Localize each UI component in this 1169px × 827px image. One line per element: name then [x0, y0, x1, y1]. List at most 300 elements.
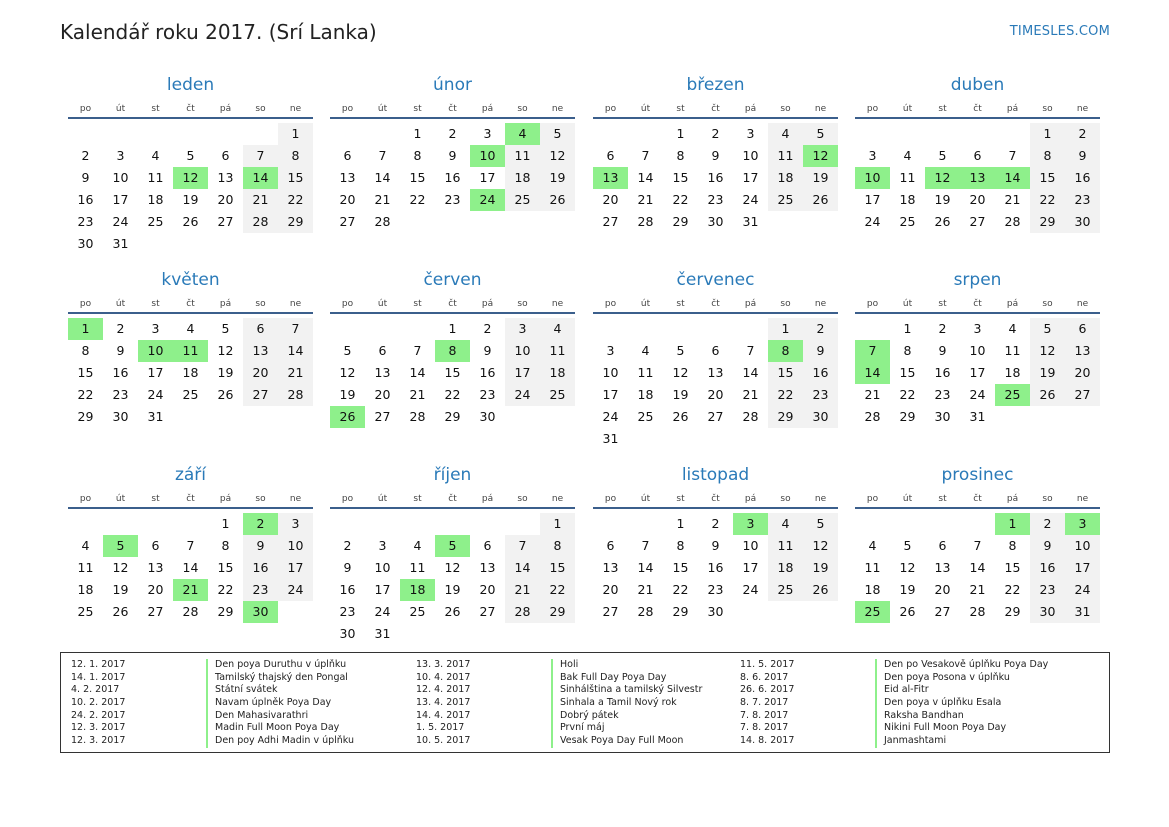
site-link[interactable]: TIMESLES.COM: [1009, 24, 1110, 39]
day-cell: 12: [339, 365, 356, 380]
day-cell: 31: [112, 236, 129, 251]
holiday-day-cell: 5: [435, 535, 470, 557]
legend-row: [71, 710, 401, 723]
holiday-day-cell: 25: [855, 601, 890, 623]
holiday-date: 24. 2. 2017: [71, 709, 126, 721]
holiday-date: 1. 5. 2017: [416, 722, 465, 734]
legend-row: [740, 735, 1070, 748]
day-cell: 22: [672, 582, 689, 597]
weekday-label: po: [341, 494, 354, 504]
day-cell: 20: [969, 192, 986, 207]
day-cell: 24: [374, 604, 391, 619]
day-cell: 12: [803, 535, 838, 557]
day-cell: 5: [540, 123, 575, 145]
day-cell: 17: [742, 170, 759, 185]
weekday-label: čt: [448, 299, 457, 309]
day-cell: 4: [1008, 321, 1017, 336]
days-grid: [68, 509, 313, 641]
holiday-day-cell: 4: [505, 123, 540, 145]
day-cell: 6: [151, 538, 160, 553]
holiday-date: 8. 6. 2017: [740, 671, 789, 683]
month-name: duben: [950, 75, 1005, 95]
holiday-name: Vesak Poya Day Full Moon: [551, 735, 683, 748]
holiday-day-cell: 1: [68, 318, 103, 340]
day-cell: 2: [483, 321, 492, 336]
day-cell: 31: [1065, 601, 1100, 623]
day-cell: 27: [217, 214, 234, 229]
legend-column: [416, 659, 746, 748]
day-cell: 16: [243, 557, 278, 579]
day-cell: 25: [505, 189, 540, 211]
day-cell: 3: [606, 343, 615, 358]
day-cell: 16: [77, 192, 94, 207]
holiday-day-cell: 10: [470, 145, 505, 167]
day-cell: 15: [899, 365, 916, 380]
weekday-label: pá: [219, 104, 232, 114]
weekday-label: pá: [219, 494, 232, 504]
weekday-label: út: [640, 104, 651, 114]
day-cell: 14: [742, 365, 759, 380]
day-cell: 9: [343, 560, 352, 575]
weekday-header: [855, 294, 1100, 314]
day-cell: 18: [637, 387, 654, 402]
day-cell: 11: [77, 560, 94, 575]
day-cell: 4: [413, 538, 422, 553]
day-cell: 20: [707, 387, 724, 402]
day-cell: 1: [278, 123, 313, 145]
holiday-date: 14. 8. 2017: [740, 735, 795, 747]
day-cell: 25: [182, 387, 199, 402]
day-cell: 29: [77, 409, 94, 424]
day-cell: 8: [81, 343, 90, 358]
day-cell: 18: [77, 582, 94, 597]
weekday-label: so: [517, 104, 528, 114]
day-cell: 2: [711, 126, 720, 141]
weekday-label: po: [341, 104, 354, 114]
day-cell: 30: [112, 409, 129, 424]
day-cell: 11: [540, 340, 575, 362]
weekday-label: po: [604, 494, 617, 504]
day-cell: 28: [409, 409, 426, 424]
weekday-header: [330, 294, 575, 314]
day-cell: 24: [112, 214, 129, 229]
day-cell: 23: [1030, 579, 1065, 601]
day-cell: 2: [448, 126, 457, 141]
day-cell: 25: [409, 604, 426, 619]
day-cell: 22: [217, 582, 234, 597]
day-cell: 20: [339, 192, 356, 207]
day-cell: 6: [711, 343, 720, 358]
day-cell: 20: [217, 192, 234, 207]
month-srpen: [855, 267, 1100, 446]
day-cell: 22: [540, 579, 575, 601]
weekday-label: st: [151, 299, 160, 309]
day-cell: 12: [899, 560, 916, 575]
holiday-name: Sinhálština a tamilský Silvestr: [551, 684, 702, 697]
day-cell: 31: [602, 431, 619, 446]
holiday-date: 26. 6. 2017: [740, 684, 795, 696]
weekday-label: út: [902, 104, 913, 114]
holiday-day-cell: 12: [803, 145, 838, 167]
days-grid: [855, 119, 1100, 251]
weekday-label: pá: [481, 104, 494, 114]
day-cell: 3: [868, 148, 877, 163]
day-cell: 15: [672, 170, 689, 185]
day-cell: 5: [803, 123, 838, 145]
weekday-label: so: [780, 299, 791, 309]
legend-row: [71, 697, 401, 710]
day-cell: 2: [938, 321, 947, 336]
day-cell: 5: [938, 148, 947, 163]
day-cell: 15: [217, 560, 234, 575]
holiday-day-cell: 3: [733, 513, 768, 535]
day-cell: 1: [413, 126, 422, 141]
day-cell: 7: [413, 343, 422, 358]
holiday-name: Dobrý pátek: [551, 710, 619, 723]
day-cell: 29: [217, 604, 234, 619]
month-listopad: [593, 462, 838, 641]
holiday-day-cell: 11: [173, 340, 208, 362]
month-únor: [330, 72, 575, 251]
weekday-label: ne: [289, 299, 302, 309]
holiday-day-cell: 30: [243, 601, 278, 623]
legend-row: [71, 659, 401, 672]
month-červenec: [593, 267, 838, 446]
day-cell: 2: [711, 516, 720, 531]
day-cell: 28: [278, 384, 313, 406]
day-cell: 11: [147, 170, 164, 185]
day-cell: 7: [641, 148, 650, 163]
day-cell: 24: [742, 582, 759, 597]
weekday-label: ne: [289, 494, 302, 504]
day-cell: 9: [116, 343, 125, 358]
legend-column: [71, 659, 401, 748]
month-name: září: [174, 465, 207, 485]
day-cell: 30: [339, 626, 356, 641]
weekday-label: st: [938, 299, 947, 309]
day-cell: 13: [147, 560, 164, 575]
day-cell: 6: [221, 148, 230, 163]
weekday-label: pá: [1006, 104, 1019, 114]
day-cell: 28: [1004, 214, 1021, 229]
day-cell: 8: [676, 148, 685, 163]
day-cell: 8: [1008, 538, 1017, 553]
day-cell: 2: [81, 148, 90, 163]
days-grid: [68, 119, 313, 251]
weekday-label: čt: [711, 494, 720, 504]
day-cell: 4: [151, 148, 160, 163]
weekday-label: po: [79, 299, 92, 309]
weekday-label: čt: [973, 104, 982, 114]
legend-row: [740, 697, 1070, 710]
days-grid: [593, 314, 838, 446]
weekday-label: so: [255, 299, 266, 309]
day-cell: 9: [803, 340, 838, 362]
day-cell: 29: [1004, 604, 1021, 619]
day-cell: 20: [934, 582, 951, 597]
day-cell: 5: [903, 538, 912, 553]
days-grid: [593, 119, 838, 251]
day-cell: 15: [77, 365, 94, 380]
day-cell: 22: [1030, 189, 1065, 211]
holiday-name: Den Mahasivarathri: [206, 710, 308, 723]
day-cell: 15: [278, 167, 313, 189]
weekday-label: st: [938, 494, 947, 504]
weekday-label: čt: [973, 494, 982, 504]
day-cell: 9: [81, 170, 90, 185]
holiday-date: 14. 1. 2017: [71, 671, 126, 683]
day-cell: 7: [243, 145, 278, 167]
day-cell: 18: [540, 362, 575, 384]
day-cell: 18: [768, 557, 803, 579]
weekday-label: so: [255, 494, 266, 504]
day-cell: 7: [973, 538, 982, 553]
day-cell: 10: [602, 365, 619, 380]
day-cell: 27: [969, 214, 986, 229]
month-name: leden: [166, 75, 215, 95]
day-cell: 25: [768, 189, 803, 211]
day-cell: 27: [707, 409, 724, 424]
day-cell: 17: [147, 365, 164, 380]
page-title: Kalendář roku 2017. (Srí Lanka): [60, 20, 377, 44]
weekday-label: po: [604, 299, 617, 309]
day-cell: 2: [803, 318, 838, 340]
weekday-label: pá: [744, 494, 757, 504]
holiday-day-cell: 12: [173, 167, 208, 189]
day-cell: 27: [243, 384, 278, 406]
holiday-day-cell: 10: [138, 340, 173, 362]
weekday-label: ne: [814, 494, 827, 504]
day-cell: 10: [278, 535, 313, 557]
weekday-label: ne: [289, 104, 302, 114]
day-cell: 19: [540, 167, 575, 189]
day-cell: 20: [147, 582, 164, 597]
weekday-label: út: [115, 494, 126, 504]
day-cell: 16: [1065, 167, 1100, 189]
day-cell: 12: [540, 145, 575, 167]
day-cell: 8: [1030, 145, 1065, 167]
weekday-label: so: [517, 299, 528, 309]
day-cell: 13: [339, 170, 356, 185]
day-cell: 6: [343, 148, 352, 163]
legend-row: [416, 697, 746, 710]
day-cell: 26: [1030, 384, 1065, 406]
day-cell: 9: [1065, 145, 1100, 167]
day-cell: 24: [864, 214, 881, 229]
day-cell: 1: [448, 321, 457, 336]
day-cell: 3: [483, 126, 492, 141]
day-cell: 21: [969, 582, 986, 597]
day-cell: 24: [742, 192, 759, 207]
day-cell: 8: [540, 535, 575, 557]
holiday-name: Raksha Bandhan: [875, 710, 964, 723]
day-cell: 25: [899, 214, 916, 229]
holiday-day-cell: 24: [470, 189, 505, 211]
day-cell: 12: [112, 560, 129, 575]
holiday-name: Janmashtami: [875, 735, 946, 748]
days-grid: [330, 119, 575, 251]
holiday-day-cell: 21: [173, 579, 208, 601]
legend-row: [416, 672, 746, 685]
day-cell: 28: [505, 601, 540, 623]
weekday-label: út: [377, 494, 388, 504]
legend-row: [416, 659, 746, 672]
day-cell: 27: [339, 214, 356, 229]
day-cell: 27: [602, 214, 619, 229]
holiday-date: 8. 7. 2017: [740, 697, 789, 709]
day-cell: 20: [1065, 362, 1100, 384]
month-září: [68, 462, 313, 641]
day-cell: 10: [1065, 535, 1100, 557]
day-cell: 17: [278, 557, 313, 579]
day-cell: 21: [278, 362, 313, 384]
day-cell: 31: [374, 626, 391, 641]
day-cell: 16: [1030, 557, 1065, 579]
day-cell: 11: [864, 560, 881, 575]
weekday-label: čt: [186, 494, 195, 504]
holiday-name: Sinhala a Tamil Nový rok: [551, 697, 677, 710]
day-cell: 21: [409, 387, 426, 402]
day-cell: 13: [602, 560, 619, 575]
weekday-label: po: [866, 299, 879, 309]
day-cell: 8: [676, 538, 685, 553]
legend-row: [71, 672, 401, 685]
weekday-label: st: [413, 104, 422, 114]
day-cell: 9: [483, 343, 492, 358]
legend-row: [71, 684, 401, 697]
days-grid: [330, 509, 575, 641]
day-cell: 14: [505, 557, 540, 579]
day-cell: 28: [243, 211, 278, 233]
day-cell: 18: [864, 582, 881, 597]
weekday-label: st: [151, 494, 160, 504]
day-cell: 16: [803, 362, 838, 384]
day-cell: 23: [339, 604, 356, 619]
weekday-label: pá: [744, 104, 757, 114]
day-cell: 1: [221, 516, 230, 531]
day-cell: 5: [676, 343, 685, 358]
day-cell: 11: [637, 365, 654, 380]
day-cell: 7: [186, 538, 195, 553]
legend-row: [416, 684, 746, 697]
day-cell: 26: [444, 604, 461, 619]
day-cell: 3: [151, 321, 160, 336]
day-cell: 23: [444, 192, 461, 207]
day-cell: 15: [540, 557, 575, 579]
day-cell: 14: [374, 170, 391, 185]
legend-row: [416, 735, 746, 748]
day-cell: 24: [505, 384, 540, 406]
weekday-label: st: [413, 299, 422, 309]
weekday-label: ne: [1076, 494, 1089, 504]
legend-row: [416, 710, 746, 723]
month-name: březen: [686, 75, 745, 95]
holiday-date: 12. 3. 2017: [71, 735, 126, 747]
day-cell: 5: [1030, 318, 1065, 340]
day-cell: 4: [540, 318, 575, 340]
day-cell: 5: [221, 321, 230, 336]
holiday-date: 13. 3. 2017: [416, 659, 471, 670]
day-cell: 21: [505, 579, 540, 601]
day-cell: 5: [186, 148, 195, 163]
day-cell: 28: [742, 409, 759, 424]
holiday-day-cell: 8: [435, 340, 470, 362]
holiday-name: Nikini Full Moon Poya Day: [875, 722, 1006, 735]
day-cell: 21: [374, 192, 391, 207]
holiday-date: 7. 8. 2017: [740, 722, 789, 734]
weekday-label: čt: [973, 299, 982, 309]
month-květen: [68, 267, 313, 446]
day-cell: 22: [1004, 582, 1021, 597]
day-cell: 4: [81, 538, 90, 553]
day-cell: 24: [602, 409, 619, 424]
day-cell: 13: [707, 365, 724, 380]
day-cell: 28: [374, 214, 391, 229]
weekday-label: út: [115, 104, 126, 114]
holiday-date: 7. 8. 2017: [740, 709, 789, 721]
day-cell: 22: [77, 387, 94, 402]
day-cell: 25: [540, 384, 575, 406]
day-cell: 3: [746, 126, 755, 141]
day-cell: 29: [1030, 211, 1065, 233]
day-cell: 6: [1065, 318, 1100, 340]
month-červen: [330, 267, 575, 446]
day-cell: 13: [1065, 340, 1100, 362]
holiday-date: 4. 2. 2017: [71, 684, 120, 696]
day-cell: 15: [409, 170, 426, 185]
day-cell: 21: [637, 582, 654, 597]
holiday-day-cell: 8: [768, 340, 803, 362]
day-cell: 9: [243, 535, 278, 557]
day-cell: 2: [116, 321, 125, 336]
day-cell: 14: [637, 560, 654, 575]
day-cell: 26: [803, 579, 838, 601]
day-cell: 15: [444, 365, 461, 380]
day-cell: 14: [278, 340, 313, 362]
day-cell: 23: [707, 192, 724, 207]
weekday-label: pá: [1006, 494, 1019, 504]
weekday-label: po: [79, 494, 92, 504]
weekday-label: st: [413, 494, 422, 504]
legend-row: [416, 722, 746, 735]
day-cell: 31: [742, 214, 759, 229]
holiday-date: 10. 2. 2017: [71, 697, 126, 709]
day-cell: 21: [742, 387, 759, 402]
holiday-date: 10. 5. 2017: [416, 735, 471, 747]
holiday-day-cell: 14: [995, 167, 1030, 189]
weekday-label: ne: [551, 104, 564, 114]
weekday-label: ne: [551, 299, 564, 309]
day-cell: 4: [868, 538, 877, 553]
weekday-label: čt: [186, 299, 195, 309]
day-cell: 18: [147, 192, 164, 207]
day-cell: 3: [116, 148, 125, 163]
month-name: červenec: [676, 270, 755, 290]
day-cell: 21: [1004, 192, 1021, 207]
weekday-label: pá: [1006, 299, 1019, 309]
day-cell: 6: [378, 343, 387, 358]
holiday-name: První máj: [551, 722, 605, 735]
day-cell: 23: [112, 387, 129, 402]
legend-row: [71, 722, 401, 735]
day-cell: 16: [707, 170, 724, 185]
day-cell: 20: [243, 362, 278, 384]
day-cell: 14: [182, 560, 199, 575]
day-cell: 17: [742, 560, 759, 575]
day-cell: 18: [505, 167, 540, 189]
day-cell: 6: [938, 538, 947, 553]
holiday-legend: [60, 652, 1110, 753]
